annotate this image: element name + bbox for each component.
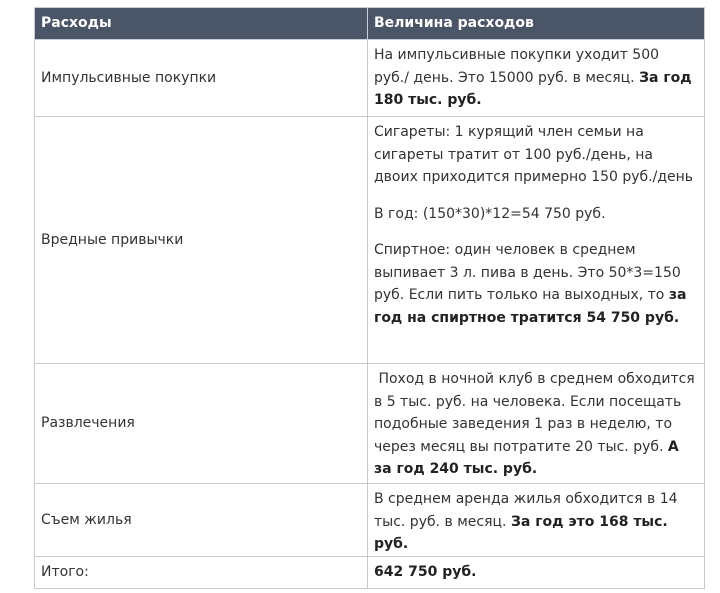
row-amount	[368, 484, 705, 557]
row-category: Развлечения	[35, 364, 368, 484]
row-category: Итого:	[35, 556, 368, 588]
header-row	[35, 8, 705, 40]
amount-text: В среднем аренда жилья обходится в 14 тыс. руб. в месяц.	[374, 491, 682, 530]
amount-bold: А за год 240 тыс. руб.	[374, 438, 684, 477]
amount-paragraph	[374, 561, 698, 584]
header-category: Расходы	[35, 8, 368, 40]
amount-paragraph	[374, 44, 698, 112]
table-row	[35, 484, 705, 557]
amount-text: Сигареты: 1 курящий член семьи на сигареты тратит от 100 руб./день, на двоих приходится примерно 150 руб./день	[374, 124, 694, 185]
row-amount	[368, 556, 705, 588]
amount-paragraph	[374, 488, 698, 556]
row-amount	[368, 117, 705, 364]
table-row	[35, 117, 705, 364]
row-category: Съем жилья	[35, 484, 368, 557]
row-amount	[368, 364, 705, 484]
header-amount: Величина расходов	[368, 8, 705, 40]
expenses-table	[34, 7, 705, 589]
amount-text: Спиртное: один человек в среднем выпивает 3 л. пива в день. Это 50*3=150 руб. Если пить только на выходных, то	[374, 242, 686, 303]
amount-bold: За год 180 тыс. руб.	[374, 69, 697, 108]
amount-paragraph	[374, 121, 698, 189]
amount-paragraph	[374, 239, 698, 329]
amount-paragraph	[374, 368, 698, 481]
row-amount	[368, 40, 705, 117]
table-row	[35, 40, 705, 117]
amount-bold: 642 750 руб.	[374, 563, 477, 580]
amount-bold: за год на спиртное тратится 54 750 руб.	[374, 287, 692, 326]
row-category: Импульсивные покупки	[35, 40, 368, 117]
amount-text: На импульсивные покупки уходит 500 руб./ день. Это 15000 руб. в месяц.	[374, 47, 664, 86]
amount-paragraph	[374, 203, 698, 226]
row-category: Вредные привычки	[35, 117, 368, 364]
amount-bold: За год это 168 тыс. руб.	[374, 513, 673, 552]
table-row	[35, 364, 705, 484]
amount-text: Поход в ночной клуб в среднем обходится в 5 тыс. руб. на человека. Если посещать подобные заведения 1 раз в неделю, то через месяц вы потратите 20 тыс. руб.	[374, 371, 700, 455]
amount-text: В год: (150*30)*12=54 750 руб.	[374, 205, 606, 222]
table-header	[35, 8, 705, 40]
table-row	[35, 556, 705, 588]
